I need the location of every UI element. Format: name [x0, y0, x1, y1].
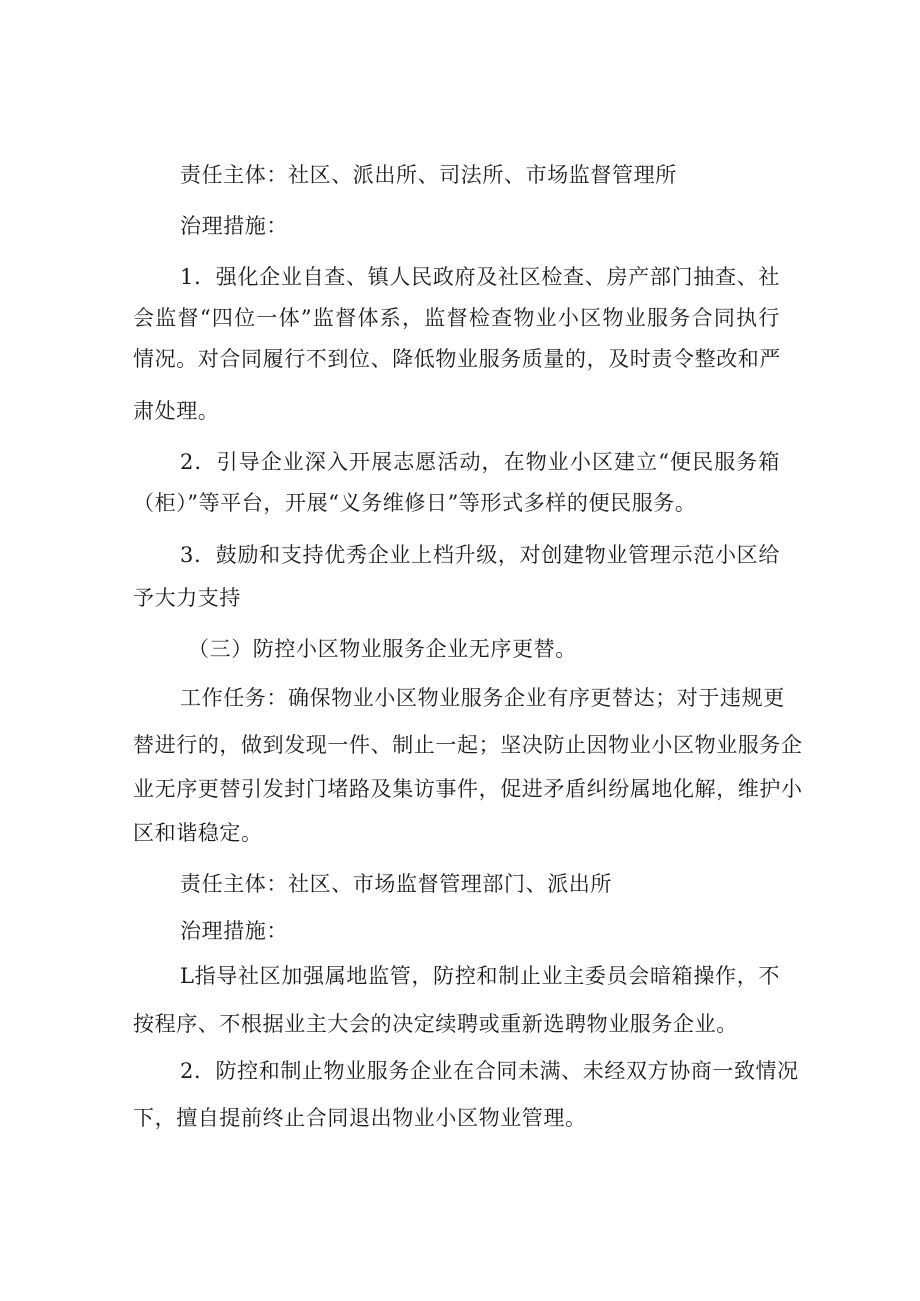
section-heading-3: （三）防控小区物业服务企业无序更替。	[188, 637, 577, 661]
measures-heading-2: 治理措施：	[180, 919, 288, 943]
task-line-2: 替进行的，做到发现一件、制止一起；坚决防止因物业小区物业服务企	[133, 733, 803, 757]
task-line-3: 业无序更替引发封门堵路及集访事件，促进矛盾纠纷属地化解，维护小	[133, 777, 803, 801]
measure-3-line-2: 予大力支持	[133, 586, 241, 610]
measure-1-line-1: 1．强化企业自查、镇人民政府及社区检查、房产部门抽查、社	[180, 265, 780, 289]
measure-2-line-1: 2．引导企业深入开展志愿活动，在物业小区建立“便民服务箱	[180, 450, 780, 474]
task-line-1: 工作任务：确保物业小区物业服务企业有序更替达；对于违规更	[180, 686, 785, 710]
measure-2b-line-1: 2．防控和制止物业服务企业在合同未满、未经双方协商一致情况	[180, 1059, 799, 1083]
measure-2-line-2: （柜）”等平台，开展“义务维修日”等形式多样的便民服务。	[133, 491, 697, 515]
measure-l-line-2: 按程序、不根据业主大会的决定续聘或重新选聘物业服务企业。	[133, 1012, 738, 1036]
measure-1-line-3: 情况。对合同履行不到位、降低物业服务质量的，及时责令整改和严	[133, 347, 781, 371]
measure-2b-line-2: 下，擅自提前终止合同退出物业小区物业管理。	[133, 1106, 587, 1130]
measures-heading-1: 治理措施：	[180, 214, 288, 238]
responsibility-line-1: 责任主体：社区、派出所、司法所、市场监督管理所	[180, 163, 677, 187]
measure-l-line-1: L指导社区加强属地监管，防控和制止业主委员会暗箱操作，不	[180, 964, 780, 988]
measure-3-line-1: 3．鼓励和支持优秀企业上档升级，对创建物业管理示范小区给	[180, 543, 780, 567]
measure-1-line-2: 会监督“四位一体”监督体系，监督检查物业小区物业服务合同执行	[133, 306, 780, 330]
responsibility-line-2: 责任主体：社区、市场监督管理部门、派出所	[180, 872, 612, 896]
measure-1-line-4: 肃处理。	[133, 399, 220, 423]
task-line-4: 区和谐稳定。	[133, 821, 263, 845]
